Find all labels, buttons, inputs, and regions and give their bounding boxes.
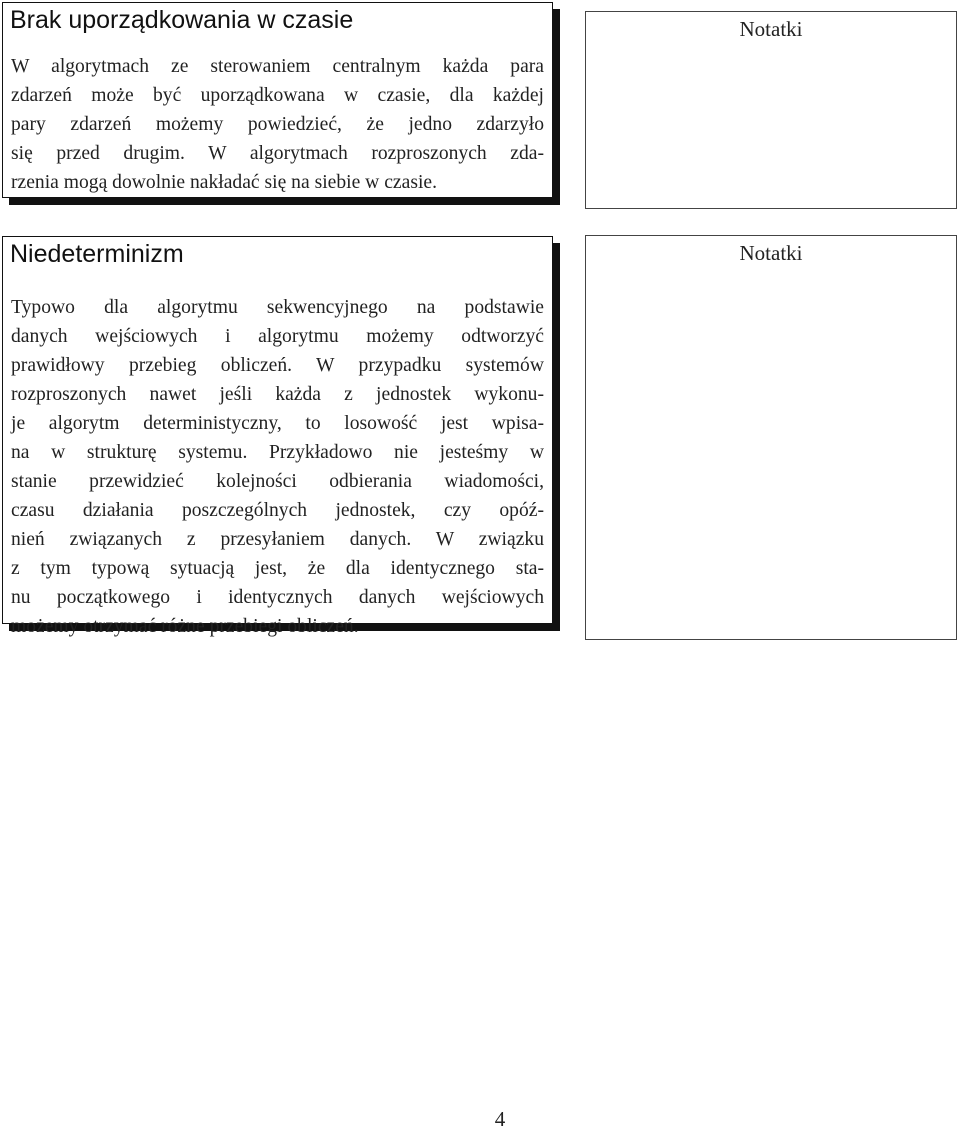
notes-box	[585, 235, 957, 640]
body-line: na w strukturę systemu. Przykładowo nie jesteśmy w	[11, 442, 544, 463]
body-line: rzenia mogą dowolnie nakładać się na siebie w czasie.	[11, 172, 437, 193]
page-number: 4	[494, 1107, 506, 1131]
body-line: czasu działania poszczególnych jednostek, czy opóź-	[11, 500, 544, 521]
slide-body	[3, 293, 552, 641]
body-line: pary zdarzeń możemy powiedzieć, że jedno zdarzyło	[11, 114, 544, 135]
body-line: możemy otrzymać różne przebiegi obliczeń.	[11, 616, 359, 637]
body-line: Typowo dla algorytmu sekwencyjnego na podstawie	[11, 297, 544, 318]
body-line: danych wejściowych i algorytmu możemy odtworzyć	[11, 326, 544, 347]
notes-label: Notatki	[739, 241, 803, 265]
body-line: zdarzeń może być uporządkowana w czasie, dla każdej	[11, 85, 544, 106]
body-line: nu początkowego i identycznych danych wejściowych	[11, 587, 544, 608]
slide-brak-uporzadkowania	[2, 2, 553, 198]
body-line: się przed drugim. W algorytmach rozproszonych zda-	[11, 143, 544, 164]
slide-title: Brak uporządkowania w czasie	[10, 6, 354, 34]
body-line: prawidłowy przebieg obliczeń. W przypadku systemów	[11, 355, 544, 376]
notes-box	[585, 11, 957, 209]
body-line: nień związanych z przesyłaniem danych. W związku	[11, 529, 544, 550]
body-line: stanie przewidzieć kolejności odbierania wiadomości,	[11, 471, 544, 492]
slide-title: Niedeterminizm	[10, 240, 184, 268]
body-line: rozproszonych nawet jeśli każda z jednostek wykonu-	[11, 384, 544, 405]
notes-label: Notatki	[739, 17, 803, 41]
slide-niedeterminizm	[2, 236, 553, 637]
body-line: W algorytmach ze sterowaniem centralnym każda para	[11, 56, 544, 77]
body-line: z tym typową sytuacją jest, że dla identycznego sta-	[11, 558, 544, 579]
body-line: je algorytm deterministyczny, to losowość jest wpisa-	[11, 413, 544, 434]
slide-body	[3, 52, 552, 197]
